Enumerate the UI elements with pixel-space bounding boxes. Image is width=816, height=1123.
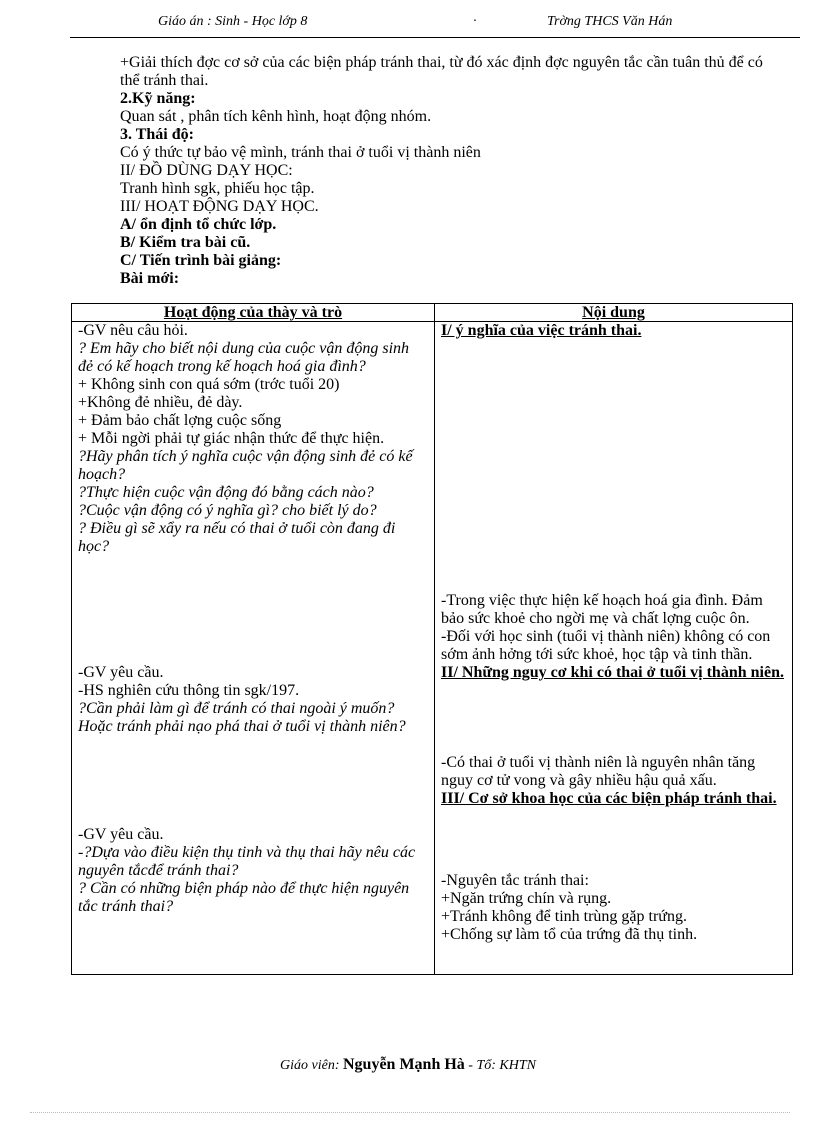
- spacer: [441, 340, 786, 592]
- activity-question: ?Cần phải làm gì để tránh có thai ngoài ý muốn?Hoặc tránh phải nạo phá thai ở tuổi vị thành niên?: [78, 700, 406, 735]
- new-lesson-label: Bài mới:: [120, 270, 180, 287]
- attitude-heading: 3. Thái độ:: [120, 126, 194, 143]
- section-heading: I/ ý nghĩa của việc tránh thai.: [441, 322, 642, 339]
- content-cell: [435, 322, 793, 975]
- content-line: +Tránh không để tinh trùng gặp trứng.: [441, 908, 687, 925]
- objective-text: +Giải thích đợc cơ sở của các biện pháp tránh thai, từ đó xác định đợc nguyên tắc cần tuân thủ để có thể tránh thai.: [120, 54, 763, 89]
- header-subject: Giáo án : Sinh - Học lớp 8: [158, 14, 308, 29]
- activity-question: ? Em hãy cho biết nội dung của cuộc vận động sinh đẻ có kế hoạch trong kế hoạch hoá gia đình?: [78, 340, 410, 375]
- activity-question: -?Dựa vào điều kiện thụ tinh và thụ thai hãy nêu các nguyên tắcđể tránh thai?: [78, 844, 416, 879]
- step-a: A/ ổn định tổ chức lớp.: [120, 216, 277, 233]
- activity-line: + Đảm bảo chất lợng cuộc sống: [78, 412, 282, 429]
- activity-line: -GV nêu câu hỏi.: [78, 322, 188, 339]
- activity-line: -HS nghiên cứu thông tin sgk/197.: [78, 682, 300, 699]
- activity-question: ?Thực hiện cuộc vận động đó bằng cách nào?: [78, 484, 374, 501]
- content-line: -Có thai ở tuổi vị thành niên là nguyên nhân tăng nguy cơ tử vong và gây nhiều hậu quả xấu.: [441, 754, 756, 789]
- attitude-text: Có ý thức tự bảo vệ mình, tránh thai ở tuổi vị thành niên: [120, 144, 481, 161]
- content-line: +Ngăn trứng chín và rụng.: [441, 890, 612, 907]
- skill-heading: 2.Kỹ năng:: [120, 90, 196, 107]
- spacer: [78, 736, 428, 826]
- page-header: [0, 12, 816, 34]
- header-separator: ·: [473, 14, 477, 29]
- activity-question: ?Hãy phân tích ý nghĩa cuộc vận động sinh đẻ có kế hoạch?: [78, 448, 413, 483]
- materials-text: Tranh hình sgk, phiếu học tập.: [120, 180, 315, 197]
- footer-prefix: Giáo viên:: [280, 1058, 343, 1073]
- section-heading: III/ Cơ sở khoa học của các biện pháp tránh thai.: [441, 790, 777, 807]
- activity-line: -GV yêu cầu.: [78, 826, 164, 843]
- activity-question: ? Điều gì sẽ xẩy ra nếu có thai ở tuổi còn đang đi học?: [78, 520, 396, 555]
- teacher-activity-cell: [72, 322, 435, 975]
- page-footer: [0, 1056, 816, 1074]
- col1-header: Hoạt động của thày và trò: [72, 304, 435, 322]
- spacer: [441, 682, 786, 754]
- activity-line: +Không đẻ nhiều, đẻ dày.: [78, 394, 243, 411]
- activity-line: + Mỗi ngời phải tự giác nhận thức để thực hiện.: [78, 430, 385, 447]
- activity-question: ? Cần có những biện pháp nào để thực hiện nguyên tắc tránh thai?: [78, 880, 410, 915]
- activity-question: ?Cuộc vận động có ý nghĩa gì? cho biết lý do?: [78, 502, 377, 519]
- step-c: C/ Tiến trình bài giảng:: [120, 252, 282, 269]
- lesson-intro: [120, 54, 780, 288]
- table-row: [72, 322, 793, 975]
- content-line: -Nguyên tắc tránh thai:: [441, 872, 589, 889]
- activity-line: -GV yêu cầu.: [78, 664, 164, 681]
- step-b: B/ Kiểm tra bài cũ.: [120, 234, 251, 251]
- content-line: -Đối với học sinh (tuổi vị thành niên) không có con sớm ảnh hởng tới sức khoẻ, học tập và tinh thần.: [441, 628, 771, 663]
- table-header-row: [72, 304, 793, 322]
- footer-suffix: - Tổ: KHTN: [464, 1058, 536, 1073]
- spacer: [78, 916, 428, 974]
- header-rule: [70, 37, 800, 38]
- spacer: [78, 556, 428, 664]
- teacher-name: Nguyễn Mạnh Hà: [343, 1056, 465, 1073]
- spacer: [441, 808, 786, 872]
- content-line: -Trong việc thực hiện kế hoạch hoá gia đình. Đảm bảo sức khoẻ cho ngời mẹ và chất lợng cuộc ôn.: [441, 592, 763, 627]
- content-line: +Chống sự làm tổ của trứng đã thụ tinh.: [441, 926, 698, 943]
- skill-text: Quan sát , phân tích kênh hình, hoạt động nhóm.: [120, 108, 432, 125]
- bottom-rule: [30, 1112, 790, 1113]
- lesson-table: [71, 303, 793, 975]
- activity-line: + Không sinh con quá sớm (trớc tuổi 20): [78, 376, 340, 393]
- header-school: Trờng THCS Văn Hán: [547, 14, 673, 29]
- materials-heading: II/ ĐỒ DÙNG DẠY HỌC:: [120, 162, 293, 179]
- activities-heading: III/ HOẠT ĐỘNG DẠY HỌC.: [120, 198, 319, 215]
- section-heading: II/ Những nguy cơ khi có thai ở tuổi vị thành niên.: [441, 664, 784, 681]
- col2-header: Nội dung: [435, 304, 793, 322]
